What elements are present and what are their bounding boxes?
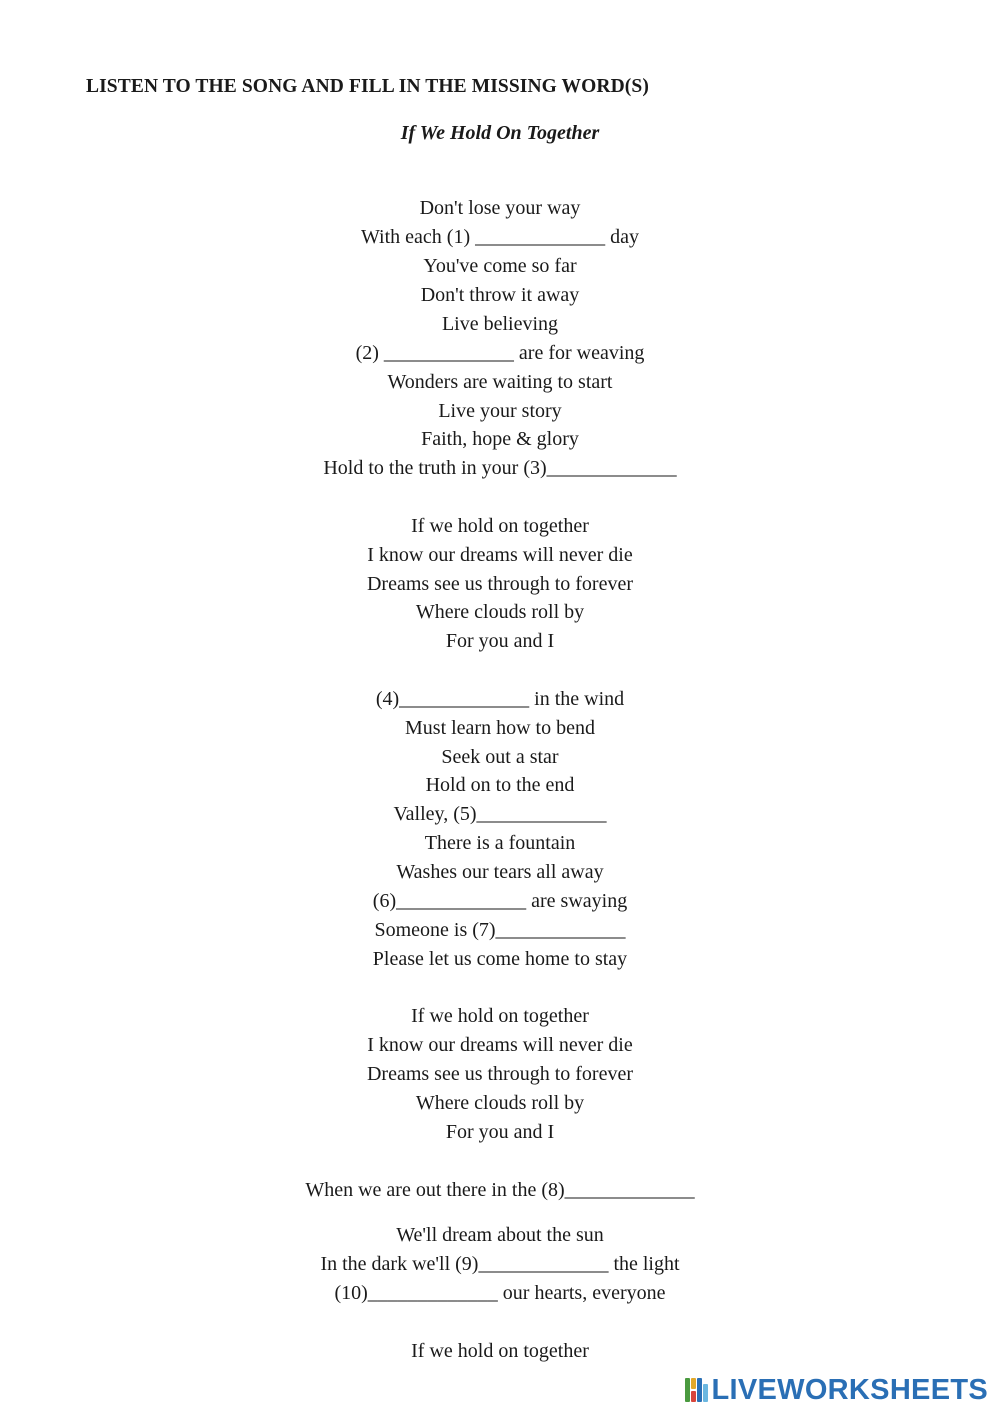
lyric-line-blank-5: Valley, (5)_____________ <box>393 803 607 825</box>
lyric-line: If we hold on together <box>411 515 589 537</box>
lyric-line-blank-6: (6)_____________ are swaying <box>372 890 628 912</box>
lyric-line: Live believing <box>441 313 559 335</box>
lyric-line-blank-4: (4)_____________ in the wind <box>375 688 625 710</box>
lyric-line: We'll dream about the sun <box>396 1224 604 1246</box>
lyric-line: Seek out a star <box>441 746 559 768</box>
logo-text: LIVEWORKSHEETS <box>711 1374 988 1406</box>
lyric-line: Wonders are waiting to start <box>387 371 613 393</box>
lyric-line: Please let us come home to stay <box>372 948 628 970</box>
liveworksheets-logo-icon <box>685 1376 709 1404</box>
lyric-line: If we hold on together <box>411 1005 589 1027</box>
lyric-line: Where clouds roll by <box>415 601 585 623</box>
lyric-line: I know our dreams will never die <box>367 544 633 566</box>
lyric-line: Dreams see us through to forever <box>366 573 634 595</box>
lyric-line: Washes our tears all away <box>396 861 604 883</box>
song-title: If We Hold On Together <box>400 122 600 144</box>
lyric-line-blank-7: Someone is (7)_____________ <box>374 919 626 941</box>
lyric-line: If we hold on together <box>411 1340 589 1362</box>
lyric-line: Must learn how to bend <box>405 717 595 739</box>
lyric-line: I know our dreams will never die <box>367 1034 633 1056</box>
lyric-line: For you and I <box>445 630 555 652</box>
lyric-line: Hold on to the end <box>425 774 575 796</box>
liveworksheets-logo <box>685 1374 989 1406</box>
lyric-line: Where clouds roll by <box>415 1092 585 1114</box>
lyric-line-blank-2: (2) _____________ are for weaving <box>355 342 645 364</box>
lyric-line: Faith, hope & glory <box>421 428 579 450</box>
lyric-line-blank-3: Hold to the truth in your (3)_____________ <box>323 457 677 479</box>
lyric-line: Don't lose your way <box>419 197 581 219</box>
worksheet-heading: LISTEN TO THE SONG AND FILL IN THE MISSING WORD(S) <box>86 76 649 97</box>
lyric-line: You've come so far <box>423 255 577 277</box>
lyric-line-blank-8: When we are out there in the (8)_____________ <box>305 1179 695 1201</box>
lyric-line-blank-10: (10)_____________ our hearts, everyone <box>334 1282 666 1304</box>
lyric-line: Dreams see us through to forever <box>366 1063 634 1085</box>
lyric-line: Don't throw it away <box>420 284 580 306</box>
lyric-line-blank-9: In the dark we'll (9)_____________ the light <box>320 1253 680 1275</box>
lyric-line: Live your story <box>438 400 562 422</box>
lyric-line: There is a fountain <box>424 832 576 854</box>
lyric-line-blank-1: With each (1) _____________ day <box>360 226 640 248</box>
lyric-line: For you and I <box>445 1121 555 1143</box>
